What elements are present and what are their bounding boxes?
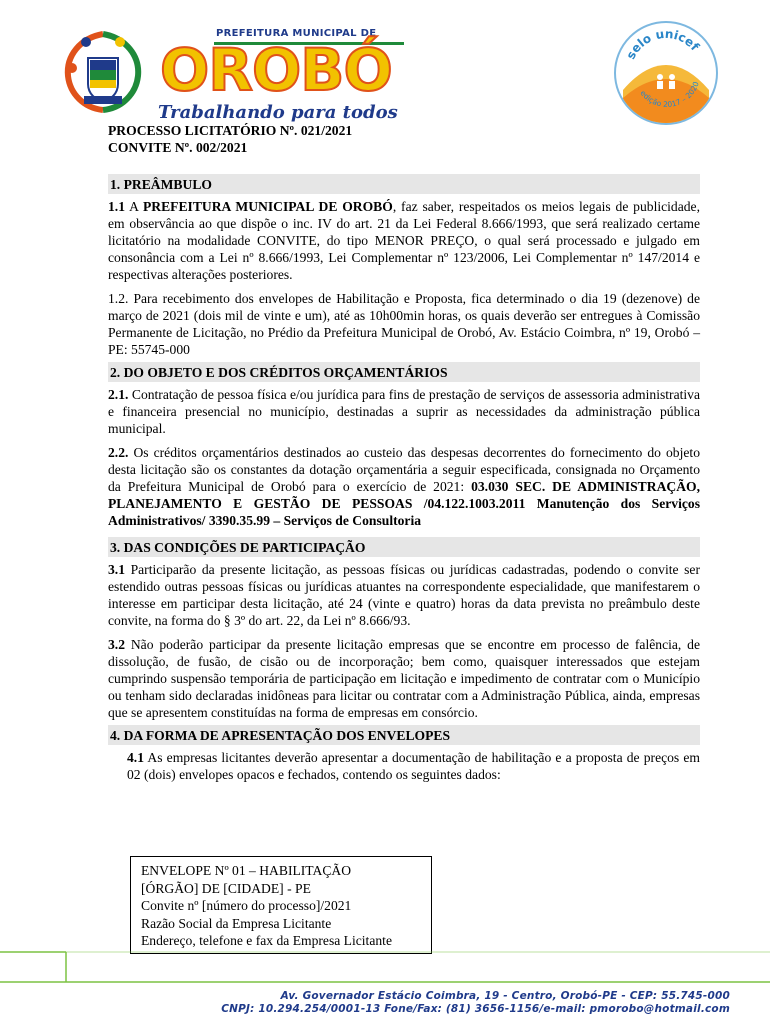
paragraph-1-1: 1.1 A PREFEITURA MUNICIPAL DE OROBÓ, faz saber, respeitados os meios legais de publicidade, em observância ao que dispõe o inc. IV do art. 21 da Lei Federal 8.666/1993, que será realizado certame licitatório na modalidade CONVITE, do tipo MENOR PREÇO, o qual será processado e julgado em consonância com a Lei nº 8.666/1993, Lei Complementar nº 123/2006, Lei Complementar nº 147/2014 e respectivas alterações posteriores.	[108, 199, 700, 282]
footer-line-2: CNPJ: 10.294.254/0001-13 Fone/Fax: (81) 3656-1156/e-mail: pmorobo@hotmail.com	[221, 1003, 730, 1015]
section-heading-preambulo: 1. PREÂMBULO	[108, 174, 700, 194]
brand-name: OROBÓ	[160, 36, 392, 104]
convite-number: CONVITE Nº. 002/2021	[108, 140, 248, 155]
unicef-seal-icon	[613, 20, 719, 126]
paragraph-4-1: 4.1 As empresas licitantes deverão apresentar a documentação de habilitação e a proposta de preços em 02 (dois) envelopes opacos e fechados, contendo os seguintes dados:	[127, 750, 700, 782]
section-heading-objeto: 2. DO OBJETO E DOS CRÉDITOS ORÇAMENTÁRIOS	[108, 362, 700, 382]
envelope-line: [ÓRGÃO] DE [CIDADE] - PE	[141, 880, 311, 896]
section-heading-participacao: 3. DAS CONDIÇÕES DE PARTICIPAÇÃO	[108, 537, 700, 557]
envelope-label-box	[130, 856, 432, 954]
envelope-line: Convite nº [número do processo]/2021	[141, 898, 352, 913]
footer-address	[221, 990, 730, 1016]
brand-top-text: PREFEITURA MUNICIPAL DE	[216, 28, 377, 39]
footer-line-1: Av. Governador Estácio Coimbra, 19 - Centro, Orobó-PE - CEP: 55.745-000	[280, 990, 730, 1002]
paragraph-3-1: 3.1 Participarão da presente licitação, as pessoas físicas ou jurídicas cadastradas, podendo o convite ser estendido outras pessoas físicas ou jurídicas atuantes na correspondente especialidade, que manifestarem o interesse em participar desta licitação, até 24 (vinte e quatro) horas da data prevista no preâmbulo deste convite, na forma do § 3º do art. 22, da Lei nº 8.666/93.	[108, 562, 700, 628]
paragraph-2-1: 2.1. Contratação de pessoa física e/ou jurídica para fins de prestação de serviços de assessoria administrativa e financeira presencial no município, destinadas a suprir as necessidades da administração pública municipal.	[108, 387, 700, 436]
envelope-line: ENVELOPE Nº 01 – HABILITAÇÃO	[141, 863, 352, 878]
municipal-logo	[60, 22, 480, 122]
process-number: PROCESSO LICITATÓRIO Nº. 021/2021	[108, 123, 353, 138]
document-body	[108, 120, 700, 783]
seal-edition: edição 2017 – 2020	[638, 80, 701, 110]
paragraph-3-2: 3.2 Não poderão participar da presente licitação empresas que se encontre em processo de falência, de dissolução, de fusão, de cisão ou de incorporação; bem como, quaisquer interessados que estejam cumprindo suspensão temporária de participação em licitação e impedimento de contratar com o Município ou tenham sido declaradas inidôneas para licitar ou contratar com a Administração Pública, ainda, empresas que se apresentem constituídas na forma de empresas em consórcio.	[108, 637, 700, 720]
brand-slogan: Trabalhando para todos	[158, 102, 398, 123]
paragraph-2-2: 2.2. Os créditos orçamentários destinados ao custeio das despesas decorrentes do fornecimento do objeto desta licitação são os constantes da dotação orçamentária a seguir especificada, consignada no Orçamento da Prefeitura Municipal de Orobó para o exercício de 2021: 03.030 SEC. DE ADMINISTRAÇÃO, PLANEJAMENTO E GESTÃO DE PESSOAS /04.122.1003.2011 Manutenção dos Serviços Administrativos/ 3390.35.99 – Serviços de Consultoria	[108, 445, 700, 528]
crest-icon	[60, 28, 146, 114]
paragraph-1-2: 1.2. Para recebimento dos envelopes de Habilitação e Proposta, fica determinado o dia 19 (dezenove) de março de 2021 (dois mil de vinte e um), até as 10h00min horas, os quais deverão ser entregues à Comissão Permanente de Licitação, no Prédio da Prefeitura Municipal de Orobó, Av. Estácio Coimbra, nº 19, Orobó – PE: 55745-000	[108, 291, 700, 357]
footer-decoration	[0, 946, 770, 986]
section-heading-envelopes: 4. DA FORMA DE APRESENTAÇÃO DOS ENVELOPES	[108, 725, 700, 745]
seal-title: selo unicef	[623, 26, 702, 62]
envelope-line: Razão Social da Empresa Licitante	[141, 915, 332, 931]
envelope-line: Endereço, telefone e fax da Empresa Licitante	[141, 933, 392, 948]
